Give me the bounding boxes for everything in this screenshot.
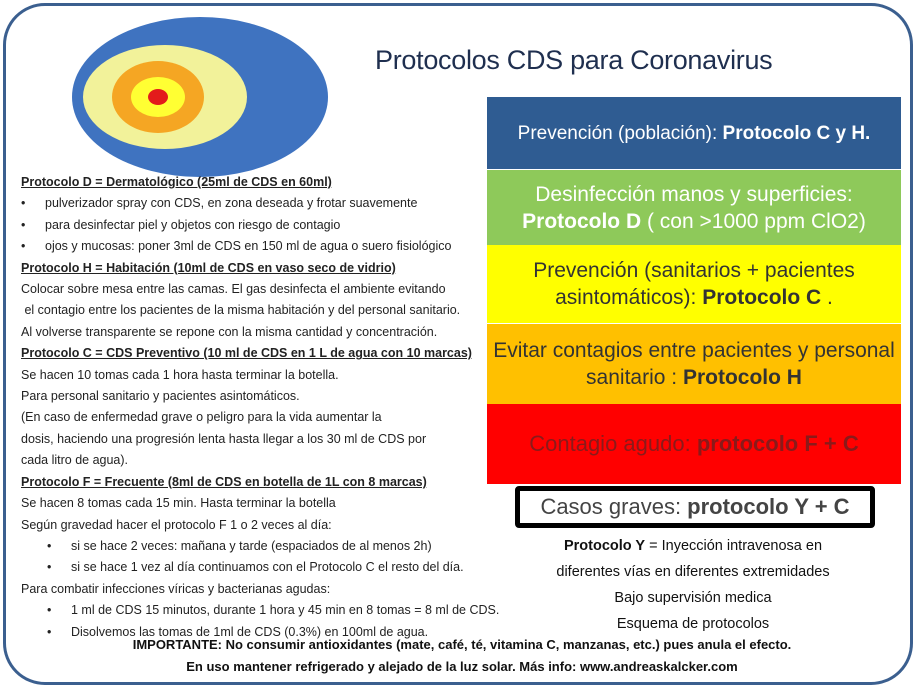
concentric-rings-diagram <box>70 15 330 180</box>
list-item: • si se hace 1 vez al día continuamos con el Protocolo C el resto del día. <box>21 557 511 578</box>
protocol-y-description <box>493 533 893 637</box>
list-item: • para desinfectar piel y objetos con riesgo de contagio <box>21 215 511 236</box>
protocol-c-heading: Protocolo C = CDS Preventivo (10 ml de CDS en 1 L de agua con 10 marcas) <box>21 346 472 361</box>
text-line: Según gravedad hacer el protocolo F 1 o 2 veces al día: <box>21 517 332 532</box>
text-line: (En caso de enfermedad grave o peligro para la vida aumentar la <box>21 410 382 425</box>
footer-notice <box>0 634 924 678</box>
text-line: = Inyección intravenosa en <box>645 538 823 554</box>
box-evitar-contagios: Evitar contagios entre pacientes y personal sanitario : Protocolo H <box>487 324 901 404</box>
text-line: dosis, haciendo una progresión lenta hasta llegar a los 30 ml de CDS por <box>21 431 427 446</box>
ring-center <box>148 89 168 105</box>
text-line: Se hacen 8 tomas cada 15 min. Hasta terminar la botella <box>21 496 336 511</box>
list-item: • 1 ml de CDS 15 minutos, durante 1 hora y 45 min en 8 tomas = 8 ml de CDS. <box>21 600 511 621</box>
protocol-h-heading: Protocolo H = Habitación (10ml de CDS en vaso seco de vidrio) <box>21 260 396 275</box>
list-item: • pulverizador spray con CDS, en zona deseada y frotar suavemente <box>21 193 511 214</box>
protocol-f-heading: Protocolo F = Frecuente (8ml de CDS en botella de 1L con 8 marcas) <box>21 474 427 489</box>
box-prevencion-sanitarios: Prevención (sanitarios + pacientes asintomáticos): Protocolo C . <box>487 245 901 323</box>
list-item: • ojos y mucosas: poner 3ml de CDS en 150 ml de agua o suero fisiológico <box>21 236 511 257</box>
protocol-d-heading: Protocolo D = Dermatológico (25ml de CDS en 60ml) <box>21 175 332 189</box>
text-line: el contagio entre los pacientes de la misma habitación y del personal sanitario. <box>21 303 461 318</box>
text-line: diferentes vías en diferentes extremidades <box>556 564 830 580</box>
box-contagio-agudo: Contagio agudo: protocolo F + C <box>487 404 901 484</box>
box-desinfeccion: Desinfección manos y superficies: Protocolo D ( con >1000 ppm ClO2) <box>487 170 901 245</box>
text-line: Colocar sobre mesa entre las camas. El gas desinfecta el ambiente evitando <box>21 282 446 297</box>
footer-info: En uso mantener refrigerado y alejado de la luz solar. Más info: www.andreaskalcker.com <box>186 659 738 674</box>
text-line: cada litro de agua). <box>21 453 129 468</box>
protocol-descriptions <box>21 172 511 643</box>
text-line: Para combatir infecciones víricas y bacterianas agudas: <box>21 581 331 596</box>
footer-important: IMPORTANTE: No consumir antioxidantes (mate, café, té, vitamina C, manzanas, etc.) pues anula el efecto. <box>132 637 792 652</box>
text-line: Esquema de protocolos <box>616 616 770 632</box>
list-item: • si se hace 2 veces: mañana y tarde (espaciados de al menos 2h) <box>21 536 511 557</box>
list-item: • Disolvemos las tomas de 1ml de CDS (0.3%) en 100ml de agua. <box>21 622 511 643</box>
text-line: Se hacen 10 tomas cada 1 hora hasta terminar la botella. <box>21 367 339 382</box>
page-title: Protocolos CDS para Coronavirus <box>375 45 773 75</box>
box-prevencion-poblacion: Prevención (población): Protocolo C y H. <box>487 97 901 169</box>
text-line: Para personal sanitario y pacientes asintomáticos. <box>21 389 300 404</box>
protocol-y-label: Protocolo Y <box>563 538 646 554</box>
box-casos-graves: Casos graves: protocolo Y + C <box>515 486 875 528</box>
text-line: Al volverse transparente se repone con la misma cantidad y concentración. <box>21 324 438 339</box>
text-line: Bajo supervisión medica <box>614 590 772 606</box>
